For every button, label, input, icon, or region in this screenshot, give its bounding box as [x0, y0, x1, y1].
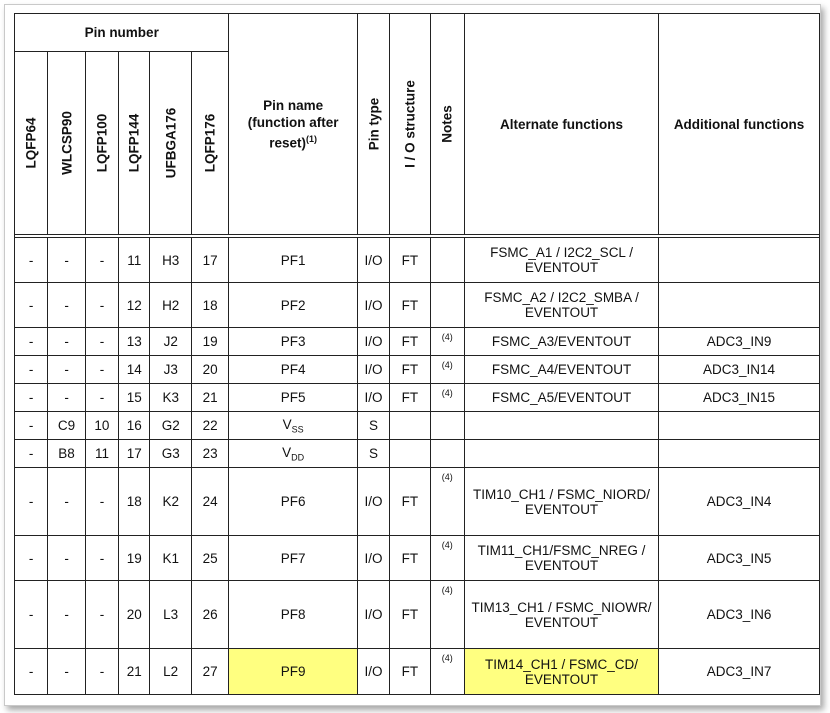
pin-number-cell: 24: [191, 468, 228, 536]
pin-type-cell: I/O: [357, 581, 389, 649]
note-cell: [430, 440, 464, 468]
pin-number-cell: 27: [191, 649, 228, 695]
package-header-lqfp64: LQFP64: [15, 52, 48, 235]
pin-number-cell: H3: [150, 238, 191, 283]
io-structure-cell: FT: [390, 536, 430, 581]
pin-number-cell: 10: [85, 412, 118, 440]
table-row: [15, 412, 820, 440]
pin-number-cell: 15: [119, 384, 150, 412]
note-cell: (4): [430, 536, 464, 581]
pin-number-cell: -: [48, 581, 85, 649]
pin-number-cell: -: [15, 328, 48, 356]
pin-number-cell: -: [48, 356, 85, 384]
pin-number-cell: 20: [191, 356, 228, 384]
pin-number-cell: G3: [150, 440, 191, 468]
package-header-lqfp144: LQFP144: [119, 52, 150, 235]
pin-number-cell: 20: [119, 581, 150, 649]
alternate-functions-cell: TIM10_CH1 / FSMC_NIORD/ EVENTOUT: [464, 468, 658, 536]
pin-type-cell: S: [357, 440, 389, 468]
pin-name-main: V: [282, 416, 292, 432]
pin-type-cell: I/O: [357, 649, 389, 695]
alternate-functions-cell: FSMC_A4/EVENTOUT: [464, 356, 658, 384]
additional-functions-cell: ADC3_IN9: [659, 328, 820, 356]
io-structure-header: I / O structure: [390, 14, 430, 235]
alternate-functions-cell: FSMC_A3/EVENTOUT: [464, 328, 658, 356]
pin-number-cell: -: [85, 238, 118, 283]
pin-rows: [15, 238, 820, 695]
pin-number-cell: -: [15, 468, 48, 536]
additional-functions-cell: [659, 440, 820, 468]
io-structure-cell: FT: [390, 649, 430, 695]
pin-number-cell: -: [48, 536, 85, 581]
pin-number-cell: -: [48, 468, 85, 536]
pin-number-cell: -: [15, 283, 48, 328]
pin-name-main: V: [282, 444, 292, 460]
pin-number-cell: -: [15, 581, 48, 649]
pin-number-cell: C9: [48, 412, 85, 440]
pin-number-cell: G2: [150, 412, 191, 440]
pinout-table-sheet: [14, 13, 820, 695]
alternate-functions-cell: [464, 412, 658, 440]
pin-number-cell: -: [48, 649, 85, 695]
table-row: [15, 384, 820, 412]
pin-number-header: Pin number: [15, 14, 229, 52]
notes-header: Notes: [430, 14, 464, 235]
pin-name-cell: PF4: [229, 356, 357, 384]
table-row: [15, 581, 820, 649]
alternate-functions-cell: TIM11_CH1/FSMC_NREG / EVENTOUT: [464, 536, 658, 581]
additional-functions-cell: ADC3_IN4: [659, 468, 820, 536]
pin-number-cell: -: [48, 283, 85, 328]
pin-number-cell: J3: [150, 356, 191, 384]
pin-number-cell: -: [85, 468, 118, 536]
note-cell: (4): [430, 649, 464, 695]
additional-functions-cell: [659, 238, 820, 283]
pin-number-cell: K2: [150, 468, 191, 536]
pin-type-cell: I/O: [357, 468, 389, 536]
io-structure-cell: FT: [390, 356, 430, 384]
additional-functions-cell: [659, 283, 820, 328]
pin-number-cell: 21: [119, 649, 150, 695]
alternate-functions-header: Alternate functions: [464, 14, 658, 235]
pin-number-cell: 11: [119, 238, 150, 283]
pin-name-cell: [229, 412, 357, 440]
package-header-lqfp176: LQFP176: [191, 52, 228, 235]
table-row: [15, 536, 820, 581]
pin-number-cell: 21: [191, 384, 228, 412]
pinout-table: [14, 13, 820, 695]
pin-name-cell: PF5: [229, 384, 357, 412]
io-structure-cell: FT: [390, 328, 430, 356]
pin-number-cell: 17: [191, 238, 228, 283]
pin-name-cell: PF3: [229, 328, 357, 356]
additional-functions-cell: ADC3_IN15: [659, 384, 820, 412]
io-structure-cell: FT: [390, 384, 430, 412]
pin-type-cell: I/O: [357, 328, 389, 356]
additional-functions-cell: ADC3_IN14: [659, 356, 820, 384]
pin-number-cell: H2: [150, 283, 191, 328]
io-structure-cell: FT: [390, 468, 430, 536]
io-structure-cell: FT: [390, 283, 430, 328]
pin-number-cell: 11: [85, 440, 118, 468]
io-structure-cell: [390, 440, 430, 468]
table-row: [15, 468, 820, 536]
pin-number-cell: 18: [191, 283, 228, 328]
additional-functions-cell: ADC3_IN5: [659, 536, 820, 581]
pin-number-cell: -: [15, 356, 48, 384]
pin-number-cell: 19: [191, 328, 228, 356]
pin-number-cell: -: [85, 536, 118, 581]
pin-name-cell: PF9: [229, 649, 357, 695]
pin-name-subscript: SS: [291, 424, 304, 435]
table-row: [15, 283, 820, 328]
pin-number-cell: -: [48, 384, 85, 412]
alternate-functions-cell: FSMC_A2 / I2C2_SMBA / EVENTOUT: [464, 283, 658, 328]
table-row: [15, 238, 820, 283]
pin-number-cell: 26: [191, 581, 228, 649]
pin-type-header: Pin type: [357, 14, 389, 235]
pin-number-cell: L2: [150, 649, 191, 695]
pin-number-cell: -: [15, 384, 48, 412]
pin-name-cell: PF1: [229, 238, 357, 283]
pin-number-cell: 25: [191, 536, 228, 581]
pin-number-cell: 14: [119, 356, 150, 384]
pin-name-cell: PF6: [229, 468, 357, 536]
table-row: [15, 328, 820, 356]
note-cell: (4): [430, 328, 464, 356]
alternate-functions-cell: TIM14_CH1 / FSMC_CD/ EVENTOUT: [464, 649, 658, 695]
pin-number-cell: -: [85, 649, 118, 695]
pin-number-cell: -: [85, 356, 118, 384]
pin-number-cell: 18: [119, 468, 150, 536]
pin-number-cell: K3: [150, 384, 191, 412]
pin-number-cell: -: [15, 412, 48, 440]
additional-functions-cell: ADC3_IN7: [659, 649, 820, 695]
pin-number-cell: -: [48, 328, 85, 356]
alternate-functions-cell: [464, 440, 658, 468]
pin-name-cell: [229, 440, 357, 468]
pin-name-subscript: DD: [291, 452, 305, 463]
pin-type-cell: I/O: [357, 356, 389, 384]
document-frame: [4, 4, 821, 706]
alternate-functions-cell: FSMC_A1 / I2C2_SCL / EVENTOUT: [464, 238, 658, 283]
package-header-ufbga176: UFBGA176: [150, 52, 191, 235]
note-cell: (4): [430, 384, 464, 412]
pin-number-cell: J2: [150, 328, 191, 356]
alternate-functions-cell: TIM13_CH1 / FSMC_NIOWR/ EVENTOUT: [464, 581, 658, 649]
pin-number-cell: B8: [48, 440, 85, 468]
pin-type-cell: I/O: [357, 536, 389, 581]
pin-number-cell: -: [15, 440, 48, 468]
pin-number-cell: -: [85, 283, 118, 328]
io-structure-cell: FT: [390, 581, 430, 649]
additional-functions-cell: ADC3_IN6: [659, 581, 820, 649]
pin-type-cell: I/O: [357, 384, 389, 412]
pin-name-cell: PF2: [229, 283, 357, 328]
table-row: [15, 356, 820, 384]
note-cell: [430, 283, 464, 328]
table-row: [15, 440, 820, 468]
pin-number-cell: 13: [119, 328, 150, 356]
pin-name-cell: PF7: [229, 536, 357, 581]
package-header-lqfp100: LQFP100: [85, 52, 118, 235]
table-row: [15, 649, 820, 695]
pin-number-cell: 12: [119, 283, 150, 328]
note-cell: [430, 412, 464, 440]
pin-number-cell: -: [85, 328, 118, 356]
pin-number-cell: 23: [191, 440, 228, 468]
io-structure-cell: [390, 412, 430, 440]
additional-functions-header: Additional functions: [659, 14, 820, 235]
note-cell: (4): [430, 356, 464, 384]
pin-number-cell: 17: [119, 440, 150, 468]
pin-type-cell: I/O: [357, 283, 389, 328]
pin-number-cell: 16: [119, 412, 150, 440]
package-header-wlcsp90: WLCSP90: [48, 52, 85, 235]
pin-number-cell: 22: [191, 412, 228, 440]
pin-number-cell: -: [85, 581, 118, 649]
io-structure-cell: FT: [390, 238, 430, 283]
note-cell: (4): [430, 581, 464, 649]
pin-number-cell: -: [15, 238, 48, 283]
pin-name-cell: PF8: [229, 581, 357, 649]
alternate-functions-cell: FSMC_A5/EVENTOUT: [464, 384, 658, 412]
pin-type-cell: S: [357, 412, 389, 440]
note-cell: [430, 238, 464, 283]
note-cell: (4): [430, 468, 464, 536]
pin-number-cell: L3: [150, 581, 191, 649]
pin-type-cell: I/O: [357, 238, 389, 283]
additional-functions-cell: [659, 412, 820, 440]
pin-number-cell: 19: [119, 536, 150, 581]
pin-number-cell: -: [48, 238, 85, 283]
pin-number-cell: -: [85, 384, 118, 412]
pin-number-cell: -: [15, 649, 48, 695]
pin-number-cell: K1: [150, 536, 191, 581]
pin-name-header: Pin name (function after reset)$^{(1)}$: [229, 14, 357, 235]
pin-number-cell: -: [15, 536, 48, 581]
